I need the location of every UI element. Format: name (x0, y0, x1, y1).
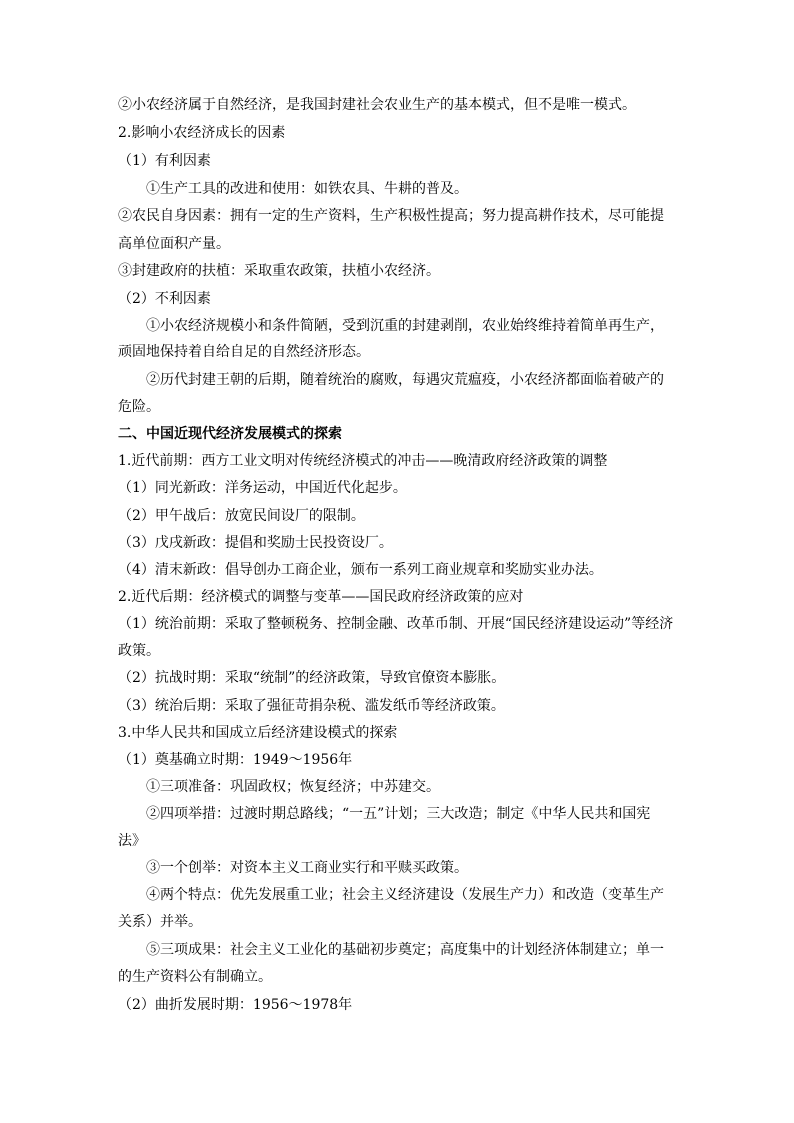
text-line: ①小农经济规模小和条件简陋，受到沉重的封建剥削，农业始终维持着简单再生产， (146, 318, 664, 334)
text-line: （3）统治后期：采取了强征苛捐杂税、滥发纸币等经济政策。 (118, 698, 505, 714)
text-line: 的生产资料公有制确立。 (118, 969, 272, 985)
text-line: 法》 (118, 833, 146, 849)
text-line: ②四项举措：过渡时期总路线；“一五”计划；三大改造；制定《中华人民共和国宪 (146, 806, 651, 822)
text-line: （2）甲午战后：放宽民间设厂的限制。 (118, 508, 365, 524)
text-line: ③封建政府的扶植：采取重农政策，扶植小农经济。 (118, 263, 440, 279)
section-heading: 3.中华人民共和国成立后经济建设模式的探索 (118, 725, 398, 741)
section-heading: 1.近代前期：西方工业文明对传统经济模式的冲击——晚清政府经济政策的调整 (118, 453, 608, 469)
text-line: ②小农经济属于自然经济，是我国封建社会农业生产的基本模式，但不是唯一模式。 (118, 97, 636, 113)
text-line: ①生产工具的改进和使用：如铁农具、牛耕的普及。 (146, 181, 468, 197)
section-heading: 2.近代后期：经济模式的调整与变革——国民政府经济政策的应对 (118, 589, 524, 605)
text-line: 政策。 (118, 643, 160, 659)
text-line: ⑤三项成果：社会主义工业化的基础初步奠定；高度集中的计划经济体制建立；单一 (146, 942, 664, 958)
subsection-heading: （2）曲折发展时期：1956～1978年 (118, 997, 353, 1013)
text-line: ①三项准备：巩固政权；恢复经济；中苏建交。 (146, 779, 440, 795)
text-line: 高单位面积产量。 (118, 236, 230, 252)
text-line: （2）抗战时期：采取“统制”的经济政策，导致官僚资本膨胀。 (118, 670, 506, 686)
subsection-heading: （2）不利因素 (118, 291, 211, 307)
text-line: （1）统治前期：采取了整顿税务、控制金融、改革币制、开展“国民经济建设运动”等经济 (118, 616, 674, 632)
text-line: ②历代封建王朝的后期，随着统治的腐败，每遇灾荒瘟疫，小农经济都面临着破产的 (146, 372, 664, 388)
text-line: 顽固地保持着自给自足的自然经济形态。 (118, 344, 370, 360)
text-line: （3）戊戌新政：提倡和奖励士民投资设厂。 (118, 535, 393, 551)
chapter-heading: 二、中国近现代经济发展模式的探索 (118, 426, 342, 442)
text-line: 关系）并举。 (118, 914, 202, 930)
text-line: （1）同光新政：洋务运动，中国近代化起步。 (118, 480, 407, 496)
section-heading: 2.影响小农经济成长的因素 (118, 125, 286, 141)
text-line: 危险。 (118, 399, 160, 415)
subsection-heading: （1）奠基确立时期：1949～1956年 (118, 752, 353, 768)
text-line: ②农民自身因素：拥有一定的生产资料，生产积极性提高；努力提高耕作技术，尽可能提 (118, 208, 664, 224)
subsection-heading: （1）有利因素 (118, 153, 211, 169)
text-line: ③一个创举：对资本主义工商业实行和平赎买政策。 (146, 860, 468, 876)
text-line: ④两个特点：优先发展重工业；社会主义经济建设（发展生产力）和改造（变革生产 (146, 887, 664, 903)
text-line: （4）清末新政：倡导创办工商企业，颁布一系列工商业规章和奖励实业办法。 (118, 562, 603, 578)
